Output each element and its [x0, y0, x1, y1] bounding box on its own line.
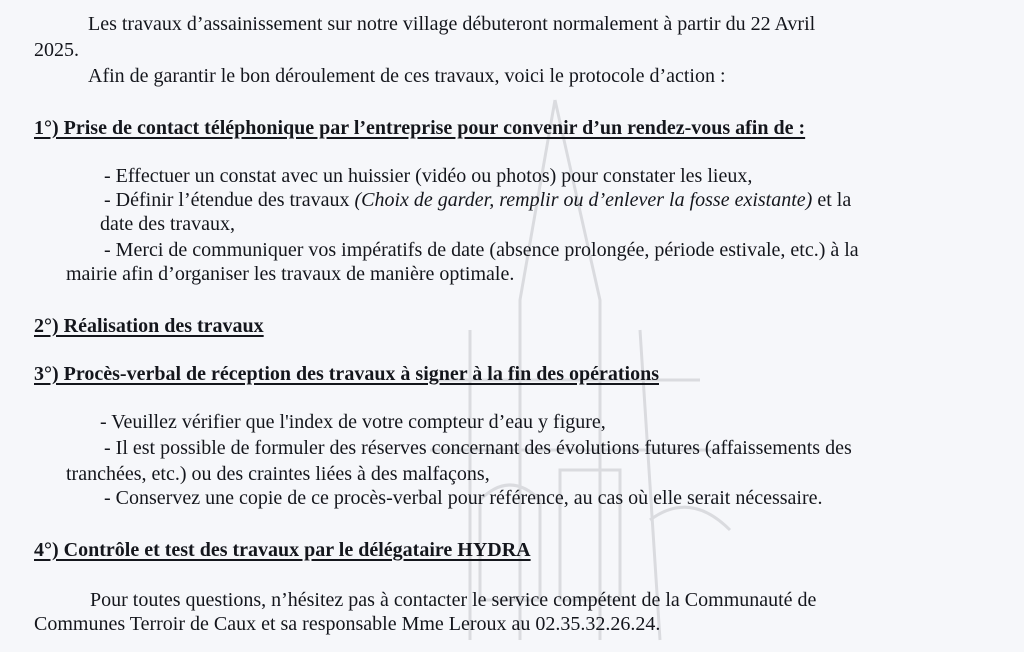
section1-item-2-cont: date des travaux, [100, 213, 235, 235]
section4-heading: 4°) Contrôle et test des travaux par le délégataire HYDRA [34, 539, 531, 561]
section1-item-3-cont: mairie afin d’organiser les travaux de manière optimale. [66, 263, 515, 285]
section3-item-2-cont: tranchées, etc.) ou des craintes liées à des malfaçons, [66, 463, 490, 485]
intro-line-3: Afin de garantir le bon déroulement de ces travaux, voici le protocole d’action : [88, 65, 726, 87]
footer-line-1: Pour toutes questions, n’hésitez pas à contacter le service compétent de la Communauté de [90, 589, 817, 611]
section3-item-1: - Veuillez vérifier que l'index de votre compteur d’eau y figure, [100, 411, 606, 433]
footer-line-2: Communes Terroir de Caux et sa responsable Mme Leroux au 02.35.32.26.24. [34, 613, 661, 635]
section3-heading: 3°) Procès-verbal de réception des travaux à signer à la fin des opérations [34, 363, 659, 385]
section1-heading: 1°) Prise de contact téléphonique par l’entreprise pour convenir d’un rendez-vous afin de : [34, 117, 806, 139]
section1-item-1: - Effectuer un constat avec un huissier (vidéo ou photos) pour constater les lieux, [104, 165, 753, 187]
section3-item-2: - Il est possible de formuler des réserves concernant des évolutions futures (affaissements des [104, 437, 852, 459]
section1-item-2-text: - Définir l’étendue des travaux [104, 189, 355, 211]
section3-item-3: - Conservez une copie de ce procès-verbal pour référence, au cas où elle serait nécessaire. [104, 487, 823, 509]
intro-line-1: Les travaux d’assainissement sur notre village débuteront normalement à partir du 22 Avril [88, 13, 816, 35]
section1-item-2-end: et la [812, 189, 852, 211]
section2-heading: 2°) Réalisation des travaux [34, 315, 264, 337]
intro-line-2: 2025. [34, 39, 79, 61]
section1-item-2 [104, 188, 1024, 212]
section1-item-2-italic: (Choix de garder, remplir ou d’enlever la fosse existante) [354, 189, 813, 211]
section1-item-3: - Merci de communiquer vos impératifs de date (absence prolongée, période estivale, etc.) à la [104, 239, 859, 261]
